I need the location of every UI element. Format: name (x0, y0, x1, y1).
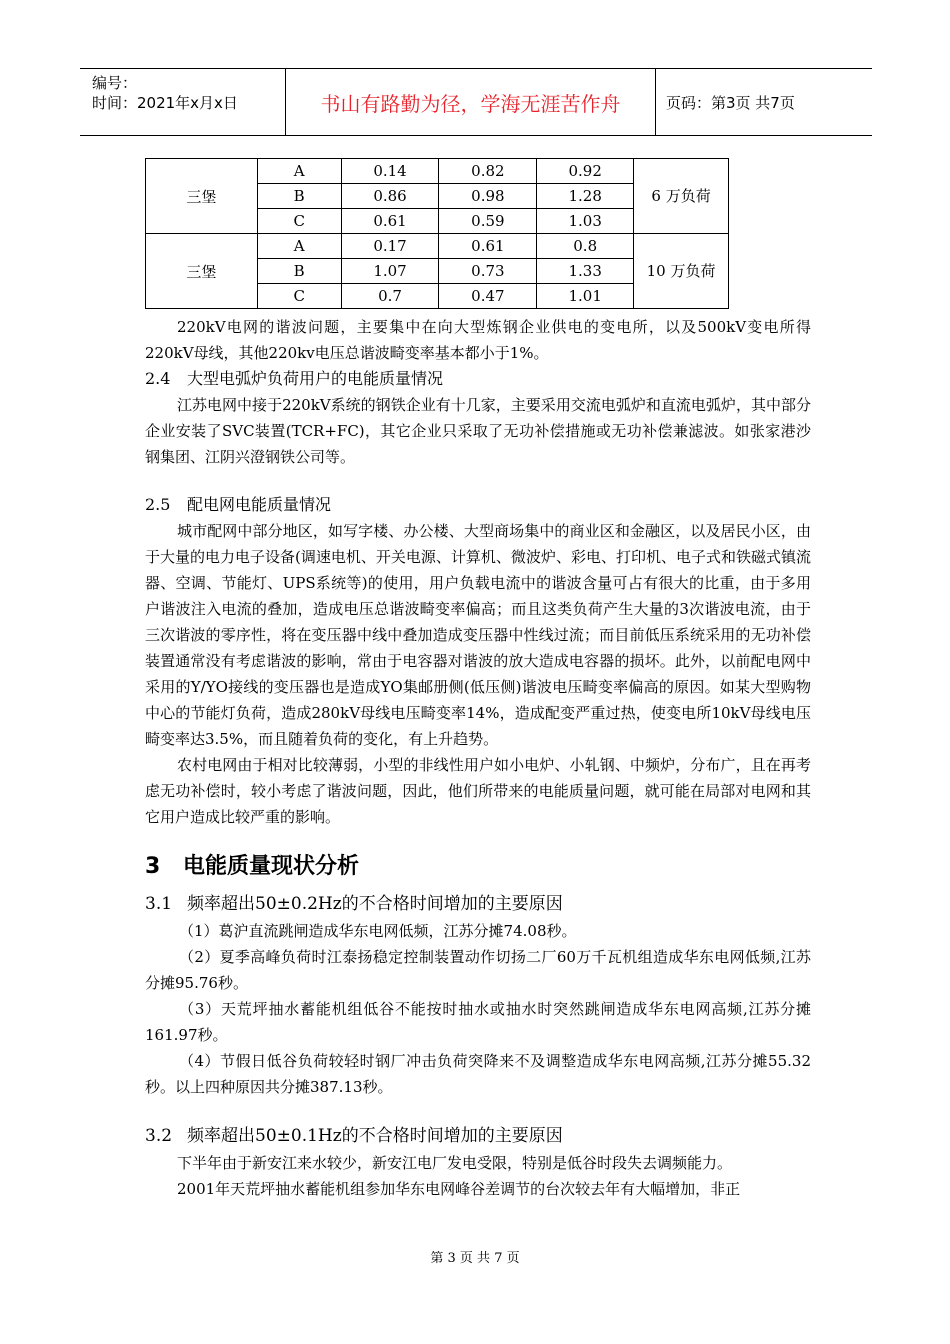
value-cell: 0.61 (341, 209, 439, 234)
phase-cell: C (257, 284, 341, 309)
section-title: 大型电弧炉负荷用户的电能质量情况 (187, 369, 444, 388)
phase-cell: C (257, 209, 341, 234)
page-footer: 第 3 页 共 7 页 (430, 1251, 520, 1266)
spacer (145, 1100, 811, 1122)
list-item: （4）节假日低谷负荷较轻时钢厂冲击负荷突降来不及调整造成华东电网高频,江苏分摊55.32秒。以上四种原因共分摊387.13秒。 (145, 1052, 811, 1096)
chapter-number: 3 (145, 854, 161, 879)
location-cell: 三堡 (146, 159, 258, 234)
header-motto: 书山有路勤为径，学海无涯苦作舟 (286, 69, 656, 135)
value-cell: 0.7 (341, 284, 439, 309)
section-title: 配电网电能质量情况 (187, 495, 332, 514)
date-label: 时间：2021年x月x日 (92, 94, 238, 112)
paragraph-rural-grid: 农村电网由于相对比较薄弱，小型的非线性用户如小电炉、小轧钢、中频炉，分布广，且在再考虑无功补偿时，较小考虑了谐波问题，因此，他们所带来的电能质量问题，就可能在局部对电网和其它用户造成比较严重的影响。 (145, 756, 811, 826)
phase-cell: B (257, 259, 341, 284)
value-cell: 1.28 (537, 184, 634, 209)
phase-cell: A (257, 159, 341, 184)
paragraph-arc-furnace: 江苏电网中接于220kV系统的钢铁企业有十几家，主要采用交流电弧炉和直流电弧炉，其中部分企业安装了SVC装置(TCR+FC)，其它企业只采取了无功补偿措施或无功补偿兼滤波。如张家港沙钢集团、江阴兴澄钢铁公司等。 (145, 396, 811, 466)
section-number: 3.2 (145, 1126, 173, 1146)
chapter-title: 电能质量现状分析 (183, 854, 360, 879)
value-cell: 0.73 (439, 259, 537, 284)
value-cell: 0.82 (439, 159, 537, 184)
value-cell: 1.03 (537, 209, 634, 234)
paragraph-220kv: 220kV电网的谐波问题，主要集中在向大型炼钢企业供电的变电所，以及500kV变电所得220kV母线，其他220kv电压总谐波畸变率基本都小于1%。 (145, 318, 811, 362)
section-3-1-heading (145, 890, 811, 918)
load-note-cell: 10 万负荷 (634, 234, 729, 309)
paragraph-xinanjiang: 下半年由于新安江来水较少，新安江电厂发电受限，特别是低谷时段失去调频能力。 (177, 1154, 733, 1172)
section-2-4-heading (145, 366, 811, 392)
list-item: （1）葛沪直流跳闸造成华东电网低频，江苏分摊74.08秒。 (179, 922, 577, 940)
section-title: 频率超出50±0.1Hz的不合格时间增加的主要原因 (187, 1126, 563, 1146)
header-page-info: 页码：第3页 共7页 (666, 93, 795, 112)
document-body (145, 314, 811, 1202)
location-cell: 三堡 (146, 234, 258, 309)
section-number: 3.1 (145, 894, 173, 914)
list-item: （3）天荒坪抽水蓄能机组低谷不能按时抽水或抽水时突然跳闸造成华东电网高频,江苏分摊161.97秒。 (145, 1000, 811, 1044)
value-cell: 0.92 (537, 159, 634, 184)
phase-cell: A (257, 234, 341, 259)
load-note-cell: 6 万负荷 (634, 159, 729, 234)
value-cell: 0.59 (439, 209, 537, 234)
value-cell: 1.07 (341, 259, 439, 284)
value-cell: 0.47 (439, 284, 537, 309)
phase-cell: B (257, 184, 341, 209)
value-cell: 0.61 (439, 234, 537, 259)
section-3-2-heading (145, 1122, 811, 1150)
harmonic-table (145, 158, 729, 309)
section-title: 频率超出50±0.2Hz的不合格时间增加的主要原因 (187, 894, 563, 914)
serial-label: 编号： (92, 74, 138, 92)
paragraph-tianhuangping: 2001年天荒坪抽水蓄能机组参加华东电网峰谷差调节的台次较去年有大幅增加，非正 (177, 1180, 741, 1198)
section-number: 2.5 (145, 495, 171, 514)
value-cell: 0.86 (341, 184, 439, 209)
section-number: 2.4 (145, 369, 171, 388)
page-header (80, 68, 872, 136)
value-cell: 0.14 (341, 159, 439, 184)
value-cell: 0.98 (439, 184, 537, 209)
value-cell: 1.01 (537, 284, 634, 309)
chapter-3-heading (145, 850, 811, 884)
table-row (146, 234, 729, 259)
value-cell: 0.8 (537, 234, 634, 259)
section-2-5-heading (145, 492, 811, 518)
value-cell: 0.17 (341, 234, 439, 259)
value-cell: 1.33 (537, 259, 634, 284)
list-item: （2）夏季高峰负荷时江泰扬稳定控制装置动作切扬二厂60万千瓦机组造成华东电网低频,江苏分摊95.76秒。 (145, 948, 811, 992)
spacer (145, 470, 811, 492)
header-meta (80, 69, 286, 135)
paragraph-urban-distribution: 城市配网中部分地区，如写字楼、办公楼、大型商场集中的商业区和金融区，以及居民小区，由于大量的电力电子设备(调速电机、开关电源、计算机、微波炉、彩电、打印机、电子式和铁磁式镇流器、空调、节能灯、UPS系统等)的使用，用户负载电流中的谐波含量可占有很大的比重，由于多用户谐波注入电流的叠加，造成电压总谐波畸变率偏高；而且这类负荷产生大量的3次谐波电流，由于三次谐波的零序性，将在变压器中线中叠加造成变压器中性线过流；而目前低压系统采用的无功补偿装置通常没有考虑谐波的影响，常由于电容器对谐波的放大造成电容器的损坏。此外，以前配电网中采用的Y/YO接线的变压器也是造成YO集邮册侧(低压侧)谐波电压畸变率偏高的原因。如某大型购物中心的节能灯负荷，造成280kV母线电压畸变率14%，造成配变严重过热，使变电所10kV母线电压畸变率达3.5%，而且随着负荷的变化，有上升趋势。 (145, 522, 811, 748)
table-row (146, 159, 729, 184)
